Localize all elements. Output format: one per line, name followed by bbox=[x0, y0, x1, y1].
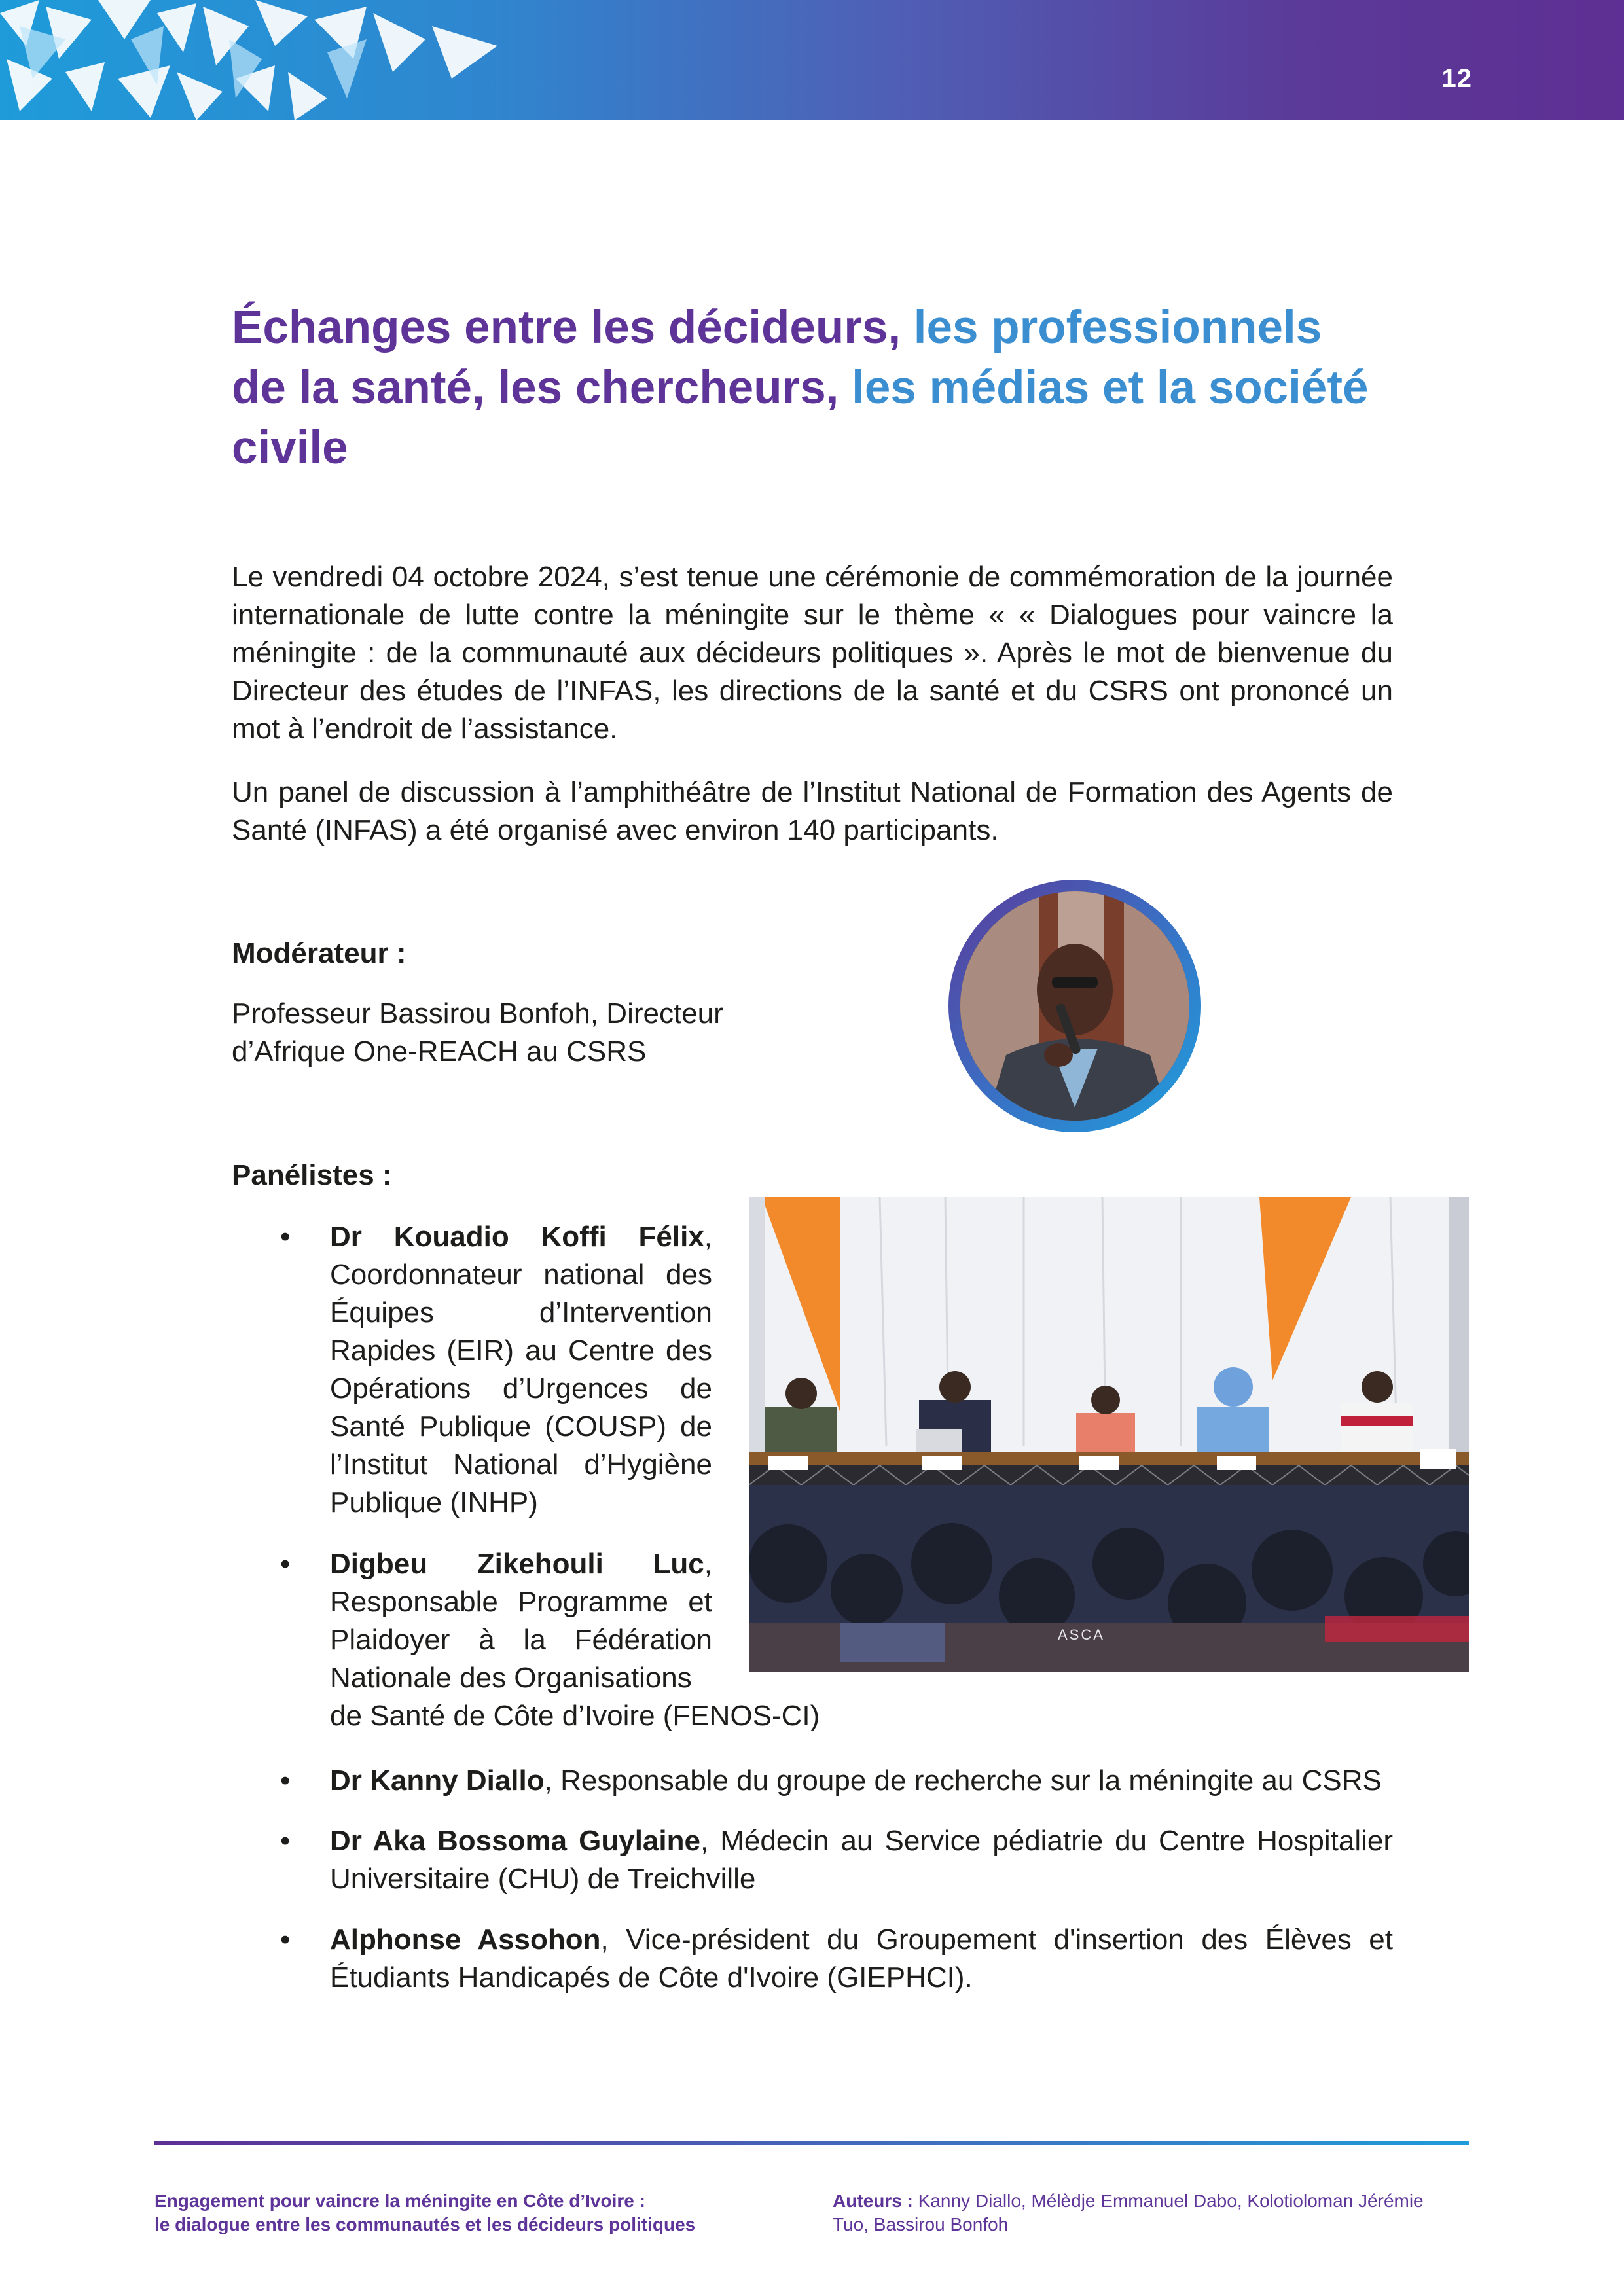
panelist-description: , Coordonnateur national des Équipes d’Intervention Rapides (EIR) au Centre des Opérations d’Urgences de Santé Publique (COUSP) de l’Institut National d’Hygiène Publique (INHP) bbox=[330, 1221, 712, 1518]
panelist-item bbox=[330, 1921, 1393, 1997]
footer-authors-line-1: Kanny Diallo, Mélèdje Emmanuel Dabo, Kolotioloman Jérémie bbox=[912, 2191, 1424, 2211]
page-number: 12 bbox=[1441, 64, 1472, 93]
panelist-item bbox=[330, 1762, 1393, 1800]
panelist-name: Dr Kouadio Koffi Félix bbox=[330, 1221, 704, 1253]
footer-authors-label: Auteurs : bbox=[833, 2191, 913, 2211]
panelist-item bbox=[330, 1218, 712, 1522]
moderator-line-1: Professeur Bassirou Bonfoh, Directeur bbox=[232, 997, 723, 1030]
panelist-name: Digbeu Zikehouli Luc bbox=[330, 1548, 704, 1580]
title-part-1: Échanges entre les décideurs, bbox=[232, 302, 914, 353]
footer-divider bbox=[154, 2141, 1469, 2145]
intro-paragraph: Le vendredi 04 octobre 2024, s’est tenue une cérémonie de commémoration de la journée internationale de lutte contre la méningite sur le thème « « Dialogues pour vaincre la méningite : de la communauté aux décideurs politiques ». Après le mot de bienvenue du Directeur des études de l’INFAS, les directions de la santé et du CSRS ont prononcé un mot à l’endroit de l’assistance. bbox=[232, 561, 1393, 745]
panelist-description: , Vice-président du Groupement d'insertion des Élèves et Étudiants Handicapés de Côte d'Ivoire (GIEPHCI). bbox=[330, 1924, 1394, 1994]
header-band bbox=[0, 0, 1624, 120]
panel-discussion-photo bbox=[749, 1197, 1469, 1672]
footer-title-line-1: Engagement pour vaincre la méningite en Côte d’Ivoire : bbox=[154, 2191, 645, 2211]
moderator-portrait-frame bbox=[948, 880, 1201, 1132]
footer-publication-title bbox=[154, 2189, 809, 2236]
title-part-4: les médias et la société bbox=[852, 362, 1369, 414]
panelists-label: Panélistes : bbox=[232, 1159, 392, 1191]
moderator-line-2: d’Afrique One-REACH au CSRS bbox=[232, 1035, 647, 1067]
panelist-name: Dr Kanny Diallo bbox=[330, 1765, 545, 1797]
panel-paragraph: Un panel de discussion à l’amphithéâtre de l’Institut National de Formation des Agents de Santé (INFAS) a été organisé avec environ 140 participants. bbox=[232, 776, 1393, 846]
panelist-item bbox=[330, 1545, 820, 1735]
panelist-description-continued: de Santé de Côte d’Ivoire (FENOS-CI) bbox=[330, 1700, 820, 1732]
panelist-description: , Médecin au Service pédiatrie du Centre Hospitalier Universitaire (CHU) de Treichville bbox=[330, 1825, 1393, 1895]
panelist-item bbox=[330, 1822, 1393, 1898]
title-part-3: de la santé, les chercheurs, bbox=[232, 362, 852, 414]
page-title bbox=[232, 298, 1410, 478]
panelist-name: Alphonse Assohon bbox=[330, 1924, 601, 1956]
panelist-description: , Responsable Programme et Plaidoyer à la Fédération Nationale des Organisations bbox=[330, 1548, 712, 1694]
panelist-name: Dr Aka Bossoma Guylaine bbox=[330, 1825, 700, 1857]
photo-credit: ASCA bbox=[1058, 1626, 1105, 1643]
moderator-portrait-photo bbox=[960, 891, 1189, 1121]
footer-authors bbox=[833, 2189, 1474, 2236]
footer-authors-line-2: Tuo, Bassirou Bonfoh bbox=[833, 2214, 1009, 2234]
moderator-label: Modérateur : bbox=[232, 937, 406, 969]
title-part-5: civile bbox=[232, 422, 348, 474]
panelist-description: , Responsable du groupe de recherche sur la méningite au CSRS bbox=[544, 1765, 1382, 1797]
geometric-pattern-decoration bbox=[0, 0, 524, 120]
footer-title-line-2: le dialogue entre les communautés et les décideurs politiques bbox=[154, 2214, 696, 2234]
moderator-description bbox=[232, 995, 821, 1071]
title-part-2: les professionnels bbox=[913, 302, 1322, 353]
